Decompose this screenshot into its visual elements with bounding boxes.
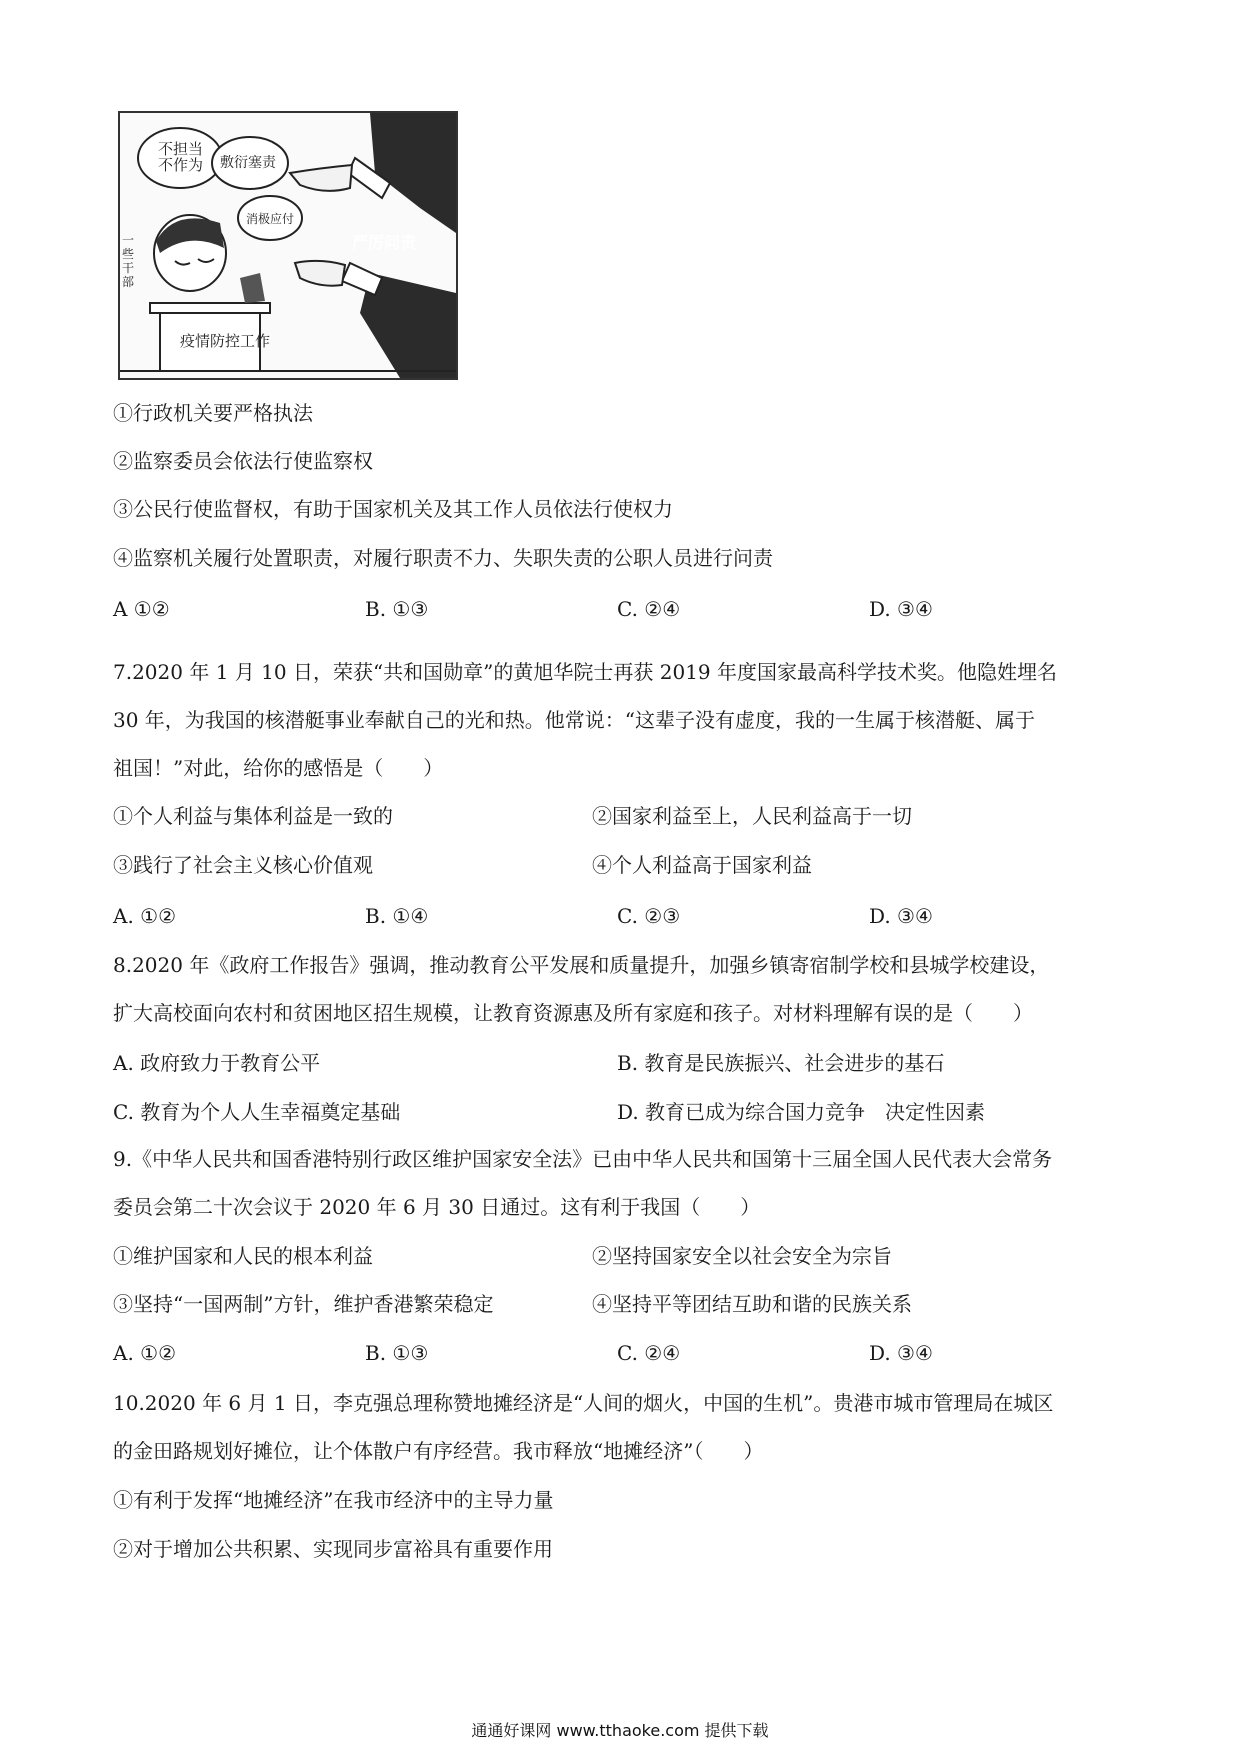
q7-stem-line-2: 30 年，为我国的核潜艇事业奉献自己的光和热。他常说：“这辈子没有虚度，我的一生属于核潜艇、属于 (113, 708, 1036, 732)
cartoon-illustration (118, 111, 458, 380)
q9-statement-1: ①维护国家和人民的根本利益 (113, 1244, 373, 1268)
q6-statement-1: ①行政机关要严格执法 (113, 401, 313, 425)
bubble-text-3: 消极应付 (246, 212, 295, 226)
q9-option-c: C. ②④ (617, 1341, 681, 1365)
q10-statement-1: ①有利于发挥“地摊经济”在我市经济中的主导力量 (113, 1488, 554, 1512)
q7-statement-1: ①个人利益与集体利益是一致的 (113, 804, 393, 828)
q6-statement-3: ③公民行使监督权，有助于国家机关及其工作人员依法行使权力 (113, 497, 673, 521)
q9-stem-line-1: 9.《中华人民共和国香港特别行政区维护国家安全法》已由中华人民共和国第十三届全国人民代表大会常务 (113, 1147, 1053, 1171)
podium-text: 疫情防控工作 (180, 332, 271, 350)
q10-statement-2: ②对于增加公共积累、实现同步富裕具有重要作用 (113, 1537, 553, 1561)
q7-statement-4: ④个人利益高于国家利益 (592, 853, 812, 877)
q10-stem-line-2: 的金田路规划好摊位，让个体散户有序经营。我市释放“地摊经济”（ ） (113, 1439, 764, 1463)
bubble-text-2: 敷衍塞责 (220, 155, 276, 171)
q9-option-d: D. ③④ (869, 1341, 933, 1365)
q9-option-a: A. ①② (113, 1341, 177, 1365)
q9-statement-3: ③坚持“一国两制”方针，维护香港繁荣稳定 (113, 1292, 494, 1316)
q6-option-b: B. ①③ (365, 597, 429, 621)
q8-stem-line-1: 8.2020 年《政府工作报告》强调，推动教育公平发展和质量提升，加强乡镇寄宿制学校和县城学校建设， (113, 953, 1050, 977)
bubble-text-1: 不担当 不作为 (158, 140, 204, 174)
q9-statement-4: ④坚持平等团结互助和谐的民族关系 (592, 1292, 912, 1316)
q8-option-d: D. 教育已成为综合国力竞争 决定性因素 (617, 1100, 986, 1124)
q10-stem-line-1: 10.2020 年 6 月 1 日，李克强总理称赞地摊经济是“人间的烟火，中国的生机”。贵港市城市管理局在城区 (113, 1391, 1054, 1415)
q9-option-b: B. ①③ (365, 1341, 429, 1365)
q7-option-b: B. ①④ (365, 904, 429, 928)
q8-option-c: C. 教育为个人人生幸福奠定基础 (113, 1100, 401, 1124)
q6-option-a: A ①② (113, 597, 170, 621)
q8-stem-line-2: 扩大高校面向农村和贫困地区招生规模，让教育资源惠及所有家庭和孩子。对材料理解有误的是（ ） (113, 1001, 1033, 1025)
q7-stem-line-1: 7.2020 年 1 月 10 日，荣获“共和国勋章”的黄旭华院士再获 2019 年度国家最高科学技术奖。他隐姓埋名 (113, 660, 1058, 684)
q6-statement-4: ④监察机关履行处置职责，对履行职责不力、失职失责的公职人员进行问责 (113, 546, 773, 570)
q8-option-a: A. 政府致力于教育公平 (113, 1051, 321, 1075)
q7-statement-3: ③践行了社会主义核心价值观 (113, 853, 373, 877)
q6-statement-2: ②监察委员会依法行使监察权 (113, 449, 373, 473)
q6-option-c: C. ②④ (617, 597, 681, 621)
q7-option-c: C. ②③ (617, 904, 681, 928)
sign-text: 严厉问责 (352, 233, 417, 252)
q9-stem-line-2: 委员会第二十次会议于 2020 年 6 月 30 日通过。这有利于我国（ ） (113, 1195, 761, 1219)
q7-stem-line-3: 祖国！”对此，给你的感悟是（ ） (113, 756, 444, 780)
side-label: 一些干部 (122, 233, 135, 289)
q8-option-b: B. 教育是民族振兴、社会进步的基石 (617, 1051, 945, 1075)
q7-statement-2: ②国家利益至上，人民利益高于一切 (592, 804, 912, 828)
q7-option-a: A. ①② (113, 904, 177, 928)
q6-option-d: D. ③④ (869, 597, 933, 621)
q9-statement-2: ②坚持国家安全以社会安全为宗旨 (592, 1244, 892, 1268)
q7-option-d: D. ③④ (869, 904, 933, 928)
page-footer: 通通好课网 www.tthaoke.com 提供下载 (471, 1721, 769, 1740)
